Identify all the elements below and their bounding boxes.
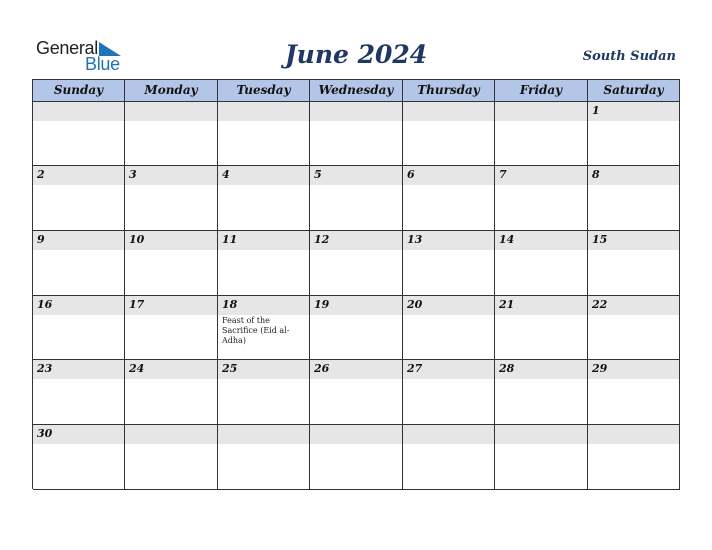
day-cell	[218, 296, 310, 360]
weekday-header-thursday: Thursday	[403, 80, 495, 102]
day-cell	[588, 296, 680, 360]
day-cell	[403, 231, 495, 296]
day-number-band	[495, 166, 587, 185]
day-cell	[403, 425, 495, 490]
day-number: 26	[314, 362, 330, 375]
day-number-band	[125, 166, 217, 185]
day-number: 21	[499, 298, 515, 311]
day-number-band	[403, 425, 494, 444]
day-number: 25	[222, 362, 238, 375]
day-number: 9	[37, 233, 45, 246]
day-number-band	[588, 166, 679, 185]
day-number: 30	[37, 427, 53, 440]
day-cell	[495, 231, 588, 296]
weekday-header-saturday: Saturday	[588, 80, 680, 102]
day-number-band	[495, 425, 587, 444]
weekday-header-monday: Monday	[125, 80, 218, 102]
country-label: South Sudan	[582, 49, 676, 64]
day-number: 5	[314, 168, 322, 181]
day-number: 1	[592, 104, 600, 117]
day-number: 27	[407, 362, 423, 375]
day-cell	[588, 166, 680, 231]
day-number: 3	[129, 168, 137, 181]
day-number: 13	[407, 233, 423, 246]
day-number: 28	[499, 362, 515, 375]
day-number: 2	[37, 168, 45, 181]
day-cell	[588, 360, 680, 425]
day-cell	[495, 166, 588, 231]
day-cell	[588, 102, 680, 166]
day-number-band	[33, 231, 124, 250]
holiday-event: Feast of the Sacrifice (Eid al-Adha)	[222, 316, 290, 345]
day-number: 19	[314, 298, 330, 311]
day-cell	[33, 102, 125, 166]
day-cell	[310, 166, 403, 231]
day-number: 22	[592, 298, 608, 311]
day-number: 17	[129, 298, 145, 311]
day-number: 14	[499, 233, 515, 246]
day-number: 18	[222, 298, 238, 311]
day-number-band	[33, 166, 124, 185]
day-cell	[403, 102, 495, 166]
day-cell	[125, 102, 218, 166]
calendar-grid	[32, 79, 680, 489]
day-cell	[218, 360, 310, 425]
day-number: 10	[129, 233, 145, 246]
day-number: 6	[407, 168, 415, 181]
day-number: 24	[129, 362, 145, 375]
day-number-band	[310, 102, 402, 121]
weekday-header-tuesday: Tuesday	[218, 80, 310, 102]
day-number: 15	[592, 233, 608, 246]
day-number: 29	[592, 362, 608, 375]
day-cell	[218, 425, 310, 490]
page-title: June 2024	[284, 40, 428, 69]
day-cell	[310, 425, 403, 490]
day-cell	[310, 360, 403, 425]
day-number-band	[218, 425, 309, 444]
weekday-header-friday: Friday	[495, 80, 588, 102]
day-number: 20	[407, 298, 423, 311]
day-number-band	[218, 166, 309, 185]
day-number-band	[310, 425, 402, 444]
day-number: 4	[222, 168, 230, 181]
day-cell	[33, 360, 125, 425]
day-cell	[588, 425, 680, 490]
day-number: 7	[499, 168, 507, 181]
day-number-band	[403, 166, 494, 185]
day-cell	[403, 360, 495, 425]
day-cell	[33, 231, 125, 296]
day-cell	[125, 231, 218, 296]
day-cell	[218, 102, 310, 166]
day-number-band	[495, 102, 587, 121]
day-cell	[495, 102, 588, 166]
day-cell	[310, 102, 403, 166]
day-number-band	[125, 102, 217, 121]
day-number-band	[125, 425, 217, 444]
day-cell	[495, 360, 588, 425]
day-cell	[310, 231, 403, 296]
day-cell	[403, 296, 495, 360]
day-cell	[33, 166, 125, 231]
day-cell	[33, 425, 125, 490]
day-cell	[33, 296, 125, 360]
day-cell	[218, 166, 310, 231]
day-cell	[125, 296, 218, 360]
day-cell	[588, 231, 680, 296]
day-number-band	[218, 102, 309, 121]
logo-word-general: General	[36, 38, 98, 58]
day-cell	[125, 166, 218, 231]
day-cell	[125, 360, 218, 425]
day-number: 8	[592, 168, 600, 181]
weekday-header-sunday: Sunday	[33, 80, 125, 102]
day-number-band	[310, 166, 402, 185]
day-number-band	[403, 102, 494, 121]
day-number-band	[588, 425, 679, 444]
day-cell	[125, 425, 218, 490]
general-blue-logo	[36, 38, 136, 74]
day-cell	[403, 166, 495, 231]
day-number: 11	[222, 233, 238, 246]
day-number: 16	[37, 298, 53, 311]
logo-word-blue: Blue	[85, 54, 120, 74]
weekday-header-wednesday: Wednesday	[310, 80, 403, 102]
day-cell	[310, 296, 403, 360]
day-number: 12	[314, 233, 330, 246]
day-number-band	[33, 102, 124, 121]
day-number: 23	[37, 362, 53, 375]
day-number-band	[588, 102, 679, 121]
day-cell	[218, 231, 310, 296]
day-cell	[495, 296, 588, 360]
day-cell	[495, 425, 588, 490]
